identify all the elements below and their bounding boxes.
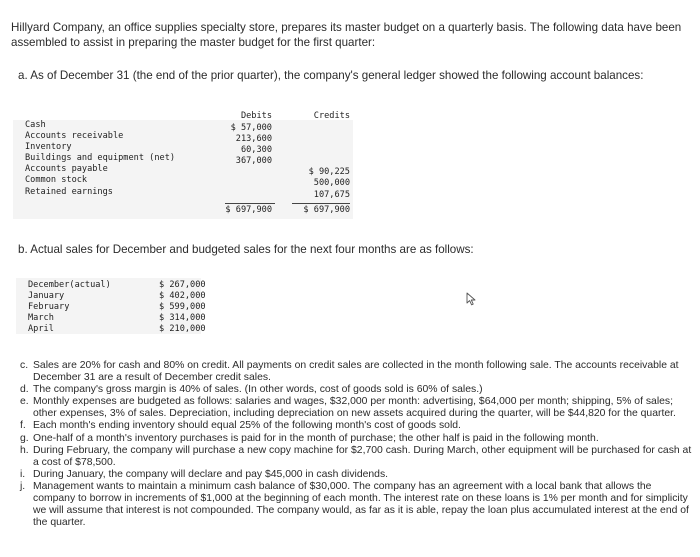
item-text: Sales are 20% for cash and 80% on credit. All payments on credit sales are collected in the month following sale. The accounts receivable at December 31 are a result of December credit sales. xyxy=(33,360,679,384)
sales-table xyxy=(16,278,206,335)
list-item xyxy=(20,433,692,445)
list-item xyxy=(20,420,692,432)
account-name: Accounts payable xyxy=(25,164,108,175)
list-item xyxy=(20,481,692,529)
list-item xyxy=(20,469,692,481)
sales-months xyxy=(28,280,111,335)
assumptions-list xyxy=(20,360,692,529)
problem-intro: Hillyard Company, an office supplies specialty store, prepares its master budget on a quarterly basis. The following data have been assembled to assist in preparing the master budget for the first quarter: xyxy=(11,21,682,49)
credit-spacer xyxy=(283,134,350,145)
sales-amounts xyxy=(159,280,206,335)
section-a-text: a. As of December 31 (the end of the prior quarter), the company's general ledger showed the following account balances: xyxy=(18,69,644,82)
debit-value: 60,300 xyxy=(240,145,272,156)
credit-value: 107,675 xyxy=(313,189,350,200)
sales-amount: $ 210,000 xyxy=(159,324,206,335)
credits-total: $ 697,900 xyxy=(303,205,350,215)
debit-value: 213,600 xyxy=(235,134,272,145)
credits-column xyxy=(283,111,350,201)
debits-total: $ 697,900 xyxy=(225,205,272,215)
sales-amount: $ 314,000 xyxy=(159,313,206,324)
item-label: i. xyxy=(20,468,26,480)
sales-amount: $ 402,000 xyxy=(159,291,206,302)
sales-month: December(actual) xyxy=(28,280,111,290)
item-text: Each month's ending inventory should equal 25% of the following month's cost of goods sold. xyxy=(33,420,461,432)
list-item xyxy=(20,445,692,469)
credits-total-rule xyxy=(292,203,350,204)
credit-spacer xyxy=(283,145,350,156)
debits-header: Debits xyxy=(240,111,272,121)
section-b-text: b. Actual sales for December and budgeted sales for the next four months are as follows: xyxy=(18,243,474,256)
item-text: Monthly expenses are budgeted as follows: salaries and wages, $32,000 per month: advertising, $64,000 per month; shipping, 5% of sales; other expenses, 3% of sales. Depreciation, including depreciation on new assets acquired during the quarter, will be $44,820 for the quarter. xyxy=(33,396,676,420)
item-label: j. xyxy=(20,480,26,492)
account-name: Common stock xyxy=(25,175,88,186)
item-label: d. xyxy=(20,384,29,396)
account-name: Accounts receivable xyxy=(25,131,124,142)
credits-header: Credits xyxy=(313,111,350,121)
mouse-pointer-icon xyxy=(466,292,478,311)
sales-month: March xyxy=(28,313,54,324)
account-name: Retained earnings xyxy=(25,186,113,197)
debit-value: $ 57,000 xyxy=(230,123,272,133)
item-label: e. xyxy=(20,396,29,408)
credit-spacer xyxy=(283,156,350,167)
account-names xyxy=(25,120,175,198)
item-label: c. xyxy=(20,360,29,371)
item-text: During January, the company will declare and pay $45,000 in cash dividends. xyxy=(33,468,389,480)
sales-month: January xyxy=(28,291,65,302)
list-item xyxy=(20,384,692,396)
item-text: During February, the company will purchase a new copy machine for $2,700 cash. During March, other equipment will be purchased for cash at a cost of $78,500. xyxy=(33,444,692,468)
sales-month: February xyxy=(28,302,70,313)
debits-column xyxy=(209,111,272,167)
account-name: Inventory xyxy=(25,142,72,153)
sales-month: April xyxy=(28,324,54,335)
list-item xyxy=(20,396,692,420)
item-label: f. xyxy=(20,420,26,432)
account-name: Cash xyxy=(25,120,46,130)
sales-amount: $ 599,000 xyxy=(159,302,206,313)
item-text: Management wants to maintain a minimum cash balance of $30,000. The company has an agreement with a local bank that allows the company to borrow in increments of $1,000 at the beginning of each month. The interest rate on these loans is 1% per month and for simplicity we will assume that interest is not compounded. The company would, as far as it is able, repay the loan plus accumulated interest at the end of the quarter. xyxy=(33,480,689,529)
general-ledger-table xyxy=(13,111,353,219)
credit-value: 500,000 xyxy=(313,178,350,189)
account-name: Buildings and equipment (net) xyxy=(25,153,176,164)
item-text: One-half of a month's inventory purchases is paid for in the month of purchase; the other half is paid in the following month. xyxy=(33,432,599,444)
credit-value: $ 90,225 xyxy=(308,167,350,178)
credit-spacer xyxy=(283,123,350,134)
item-text: The company's gross margin is 40% of sales. (In other words, cost of goods sold is 60% of sales.) xyxy=(33,384,483,396)
sales-amount: $ 267,000 xyxy=(159,280,206,290)
debit-value: 367,000 xyxy=(235,156,272,167)
list-item xyxy=(20,360,692,384)
debits-total-rule xyxy=(225,203,275,204)
item-label: g. xyxy=(20,432,29,444)
item-label: h. xyxy=(20,444,29,456)
